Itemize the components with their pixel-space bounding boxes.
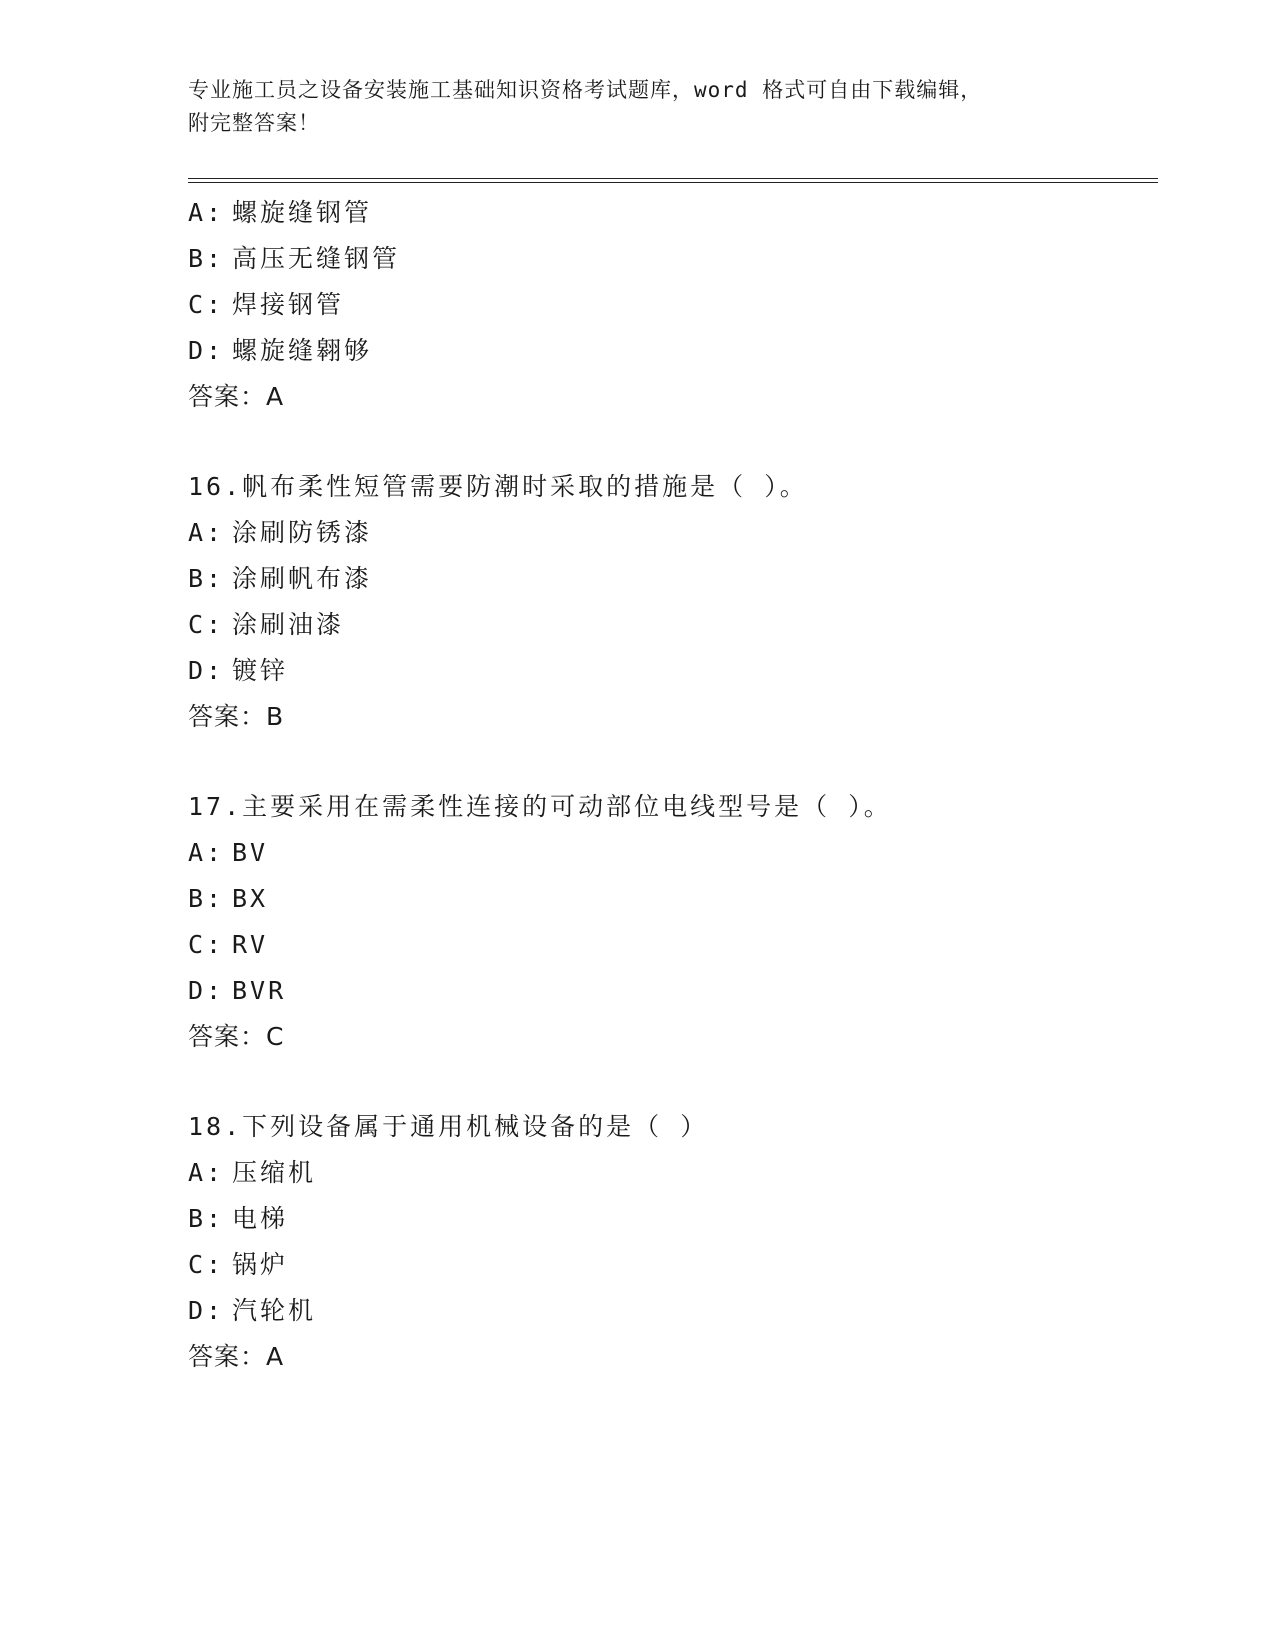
option-b: B: BX <box>188 884 269 913</box>
header-line-2: 附完整答案！ <box>188 111 320 135</box>
header-divider <box>188 178 1158 183</box>
question-text: 18.下列设备属于通用机械设备的是（ ） <box>188 1112 709 1141</box>
option-b: B: 高压无缝钢管 <box>188 244 401 273</box>
question-15 <box>188 190 1158 420</box>
option-c: C: RV <box>188 930 269 959</box>
question-16 <box>188 464 1158 740</box>
answer: 答案：A <box>188 382 285 411</box>
header-line-1: 专业施工员之设备安装施工基础知识资格考试题库，word 格式可自由下载编辑， <box>188 78 983 102</box>
option-c: C: 涂刷油漆 <box>188 610 345 639</box>
option-d: D: 镀锌 <box>188 656 289 685</box>
option-b: B: 电梯 <box>188 1204 289 1233</box>
option-a: A: 螺旋缝钢管 <box>188 198 373 227</box>
option-d: D: 螺旋缝翱够 <box>188 336 373 365</box>
option-d: D: 汽轮机 <box>188 1296 317 1325</box>
spacer <box>188 420 1158 464</box>
question-list <box>188 190 1158 1380</box>
option-c: C: 锅炉 <box>188 1250 289 1279</box>
answer: 答案：A <box>188 1342 285 1371</box>
option-b: B: 涂刷帆布漆 <box>188 564 373 593</box>
answer: 答案：B <box>188 702 285 731</box>
question-text: 16.帆布柔性短管需要防潮时采取的措施是（ ）。 <box>188 472 808 501</box>
option-c: C: 焊接钢管 <box>188 290 345 319</box>
document-header <box>188 74 1068 140</box>
option-a: A: 涂刷防锈漆 <box>188 518 373 547</box>
answer: 答案：C <box>188 1022 285 1051</box>
option-a: A: BV <box>188 838 269 867</box>
option-a: A: 压缩机 <box>188 1158 317 1187</box>
spacer <box>188 740 1158 784</box>
option-d: D: BVR <box>188 976 287 1005</box>
question-17 <box>188 784 1158 1060</box>
question-18 <box>188 1104 1158 1380</box>
spacer <box>188 1060 1158 1104</box>
question-text: 17.主要采用在需柔性连接的可动部位电线型号是（ ）。 <box>188 792 892 821</box>
